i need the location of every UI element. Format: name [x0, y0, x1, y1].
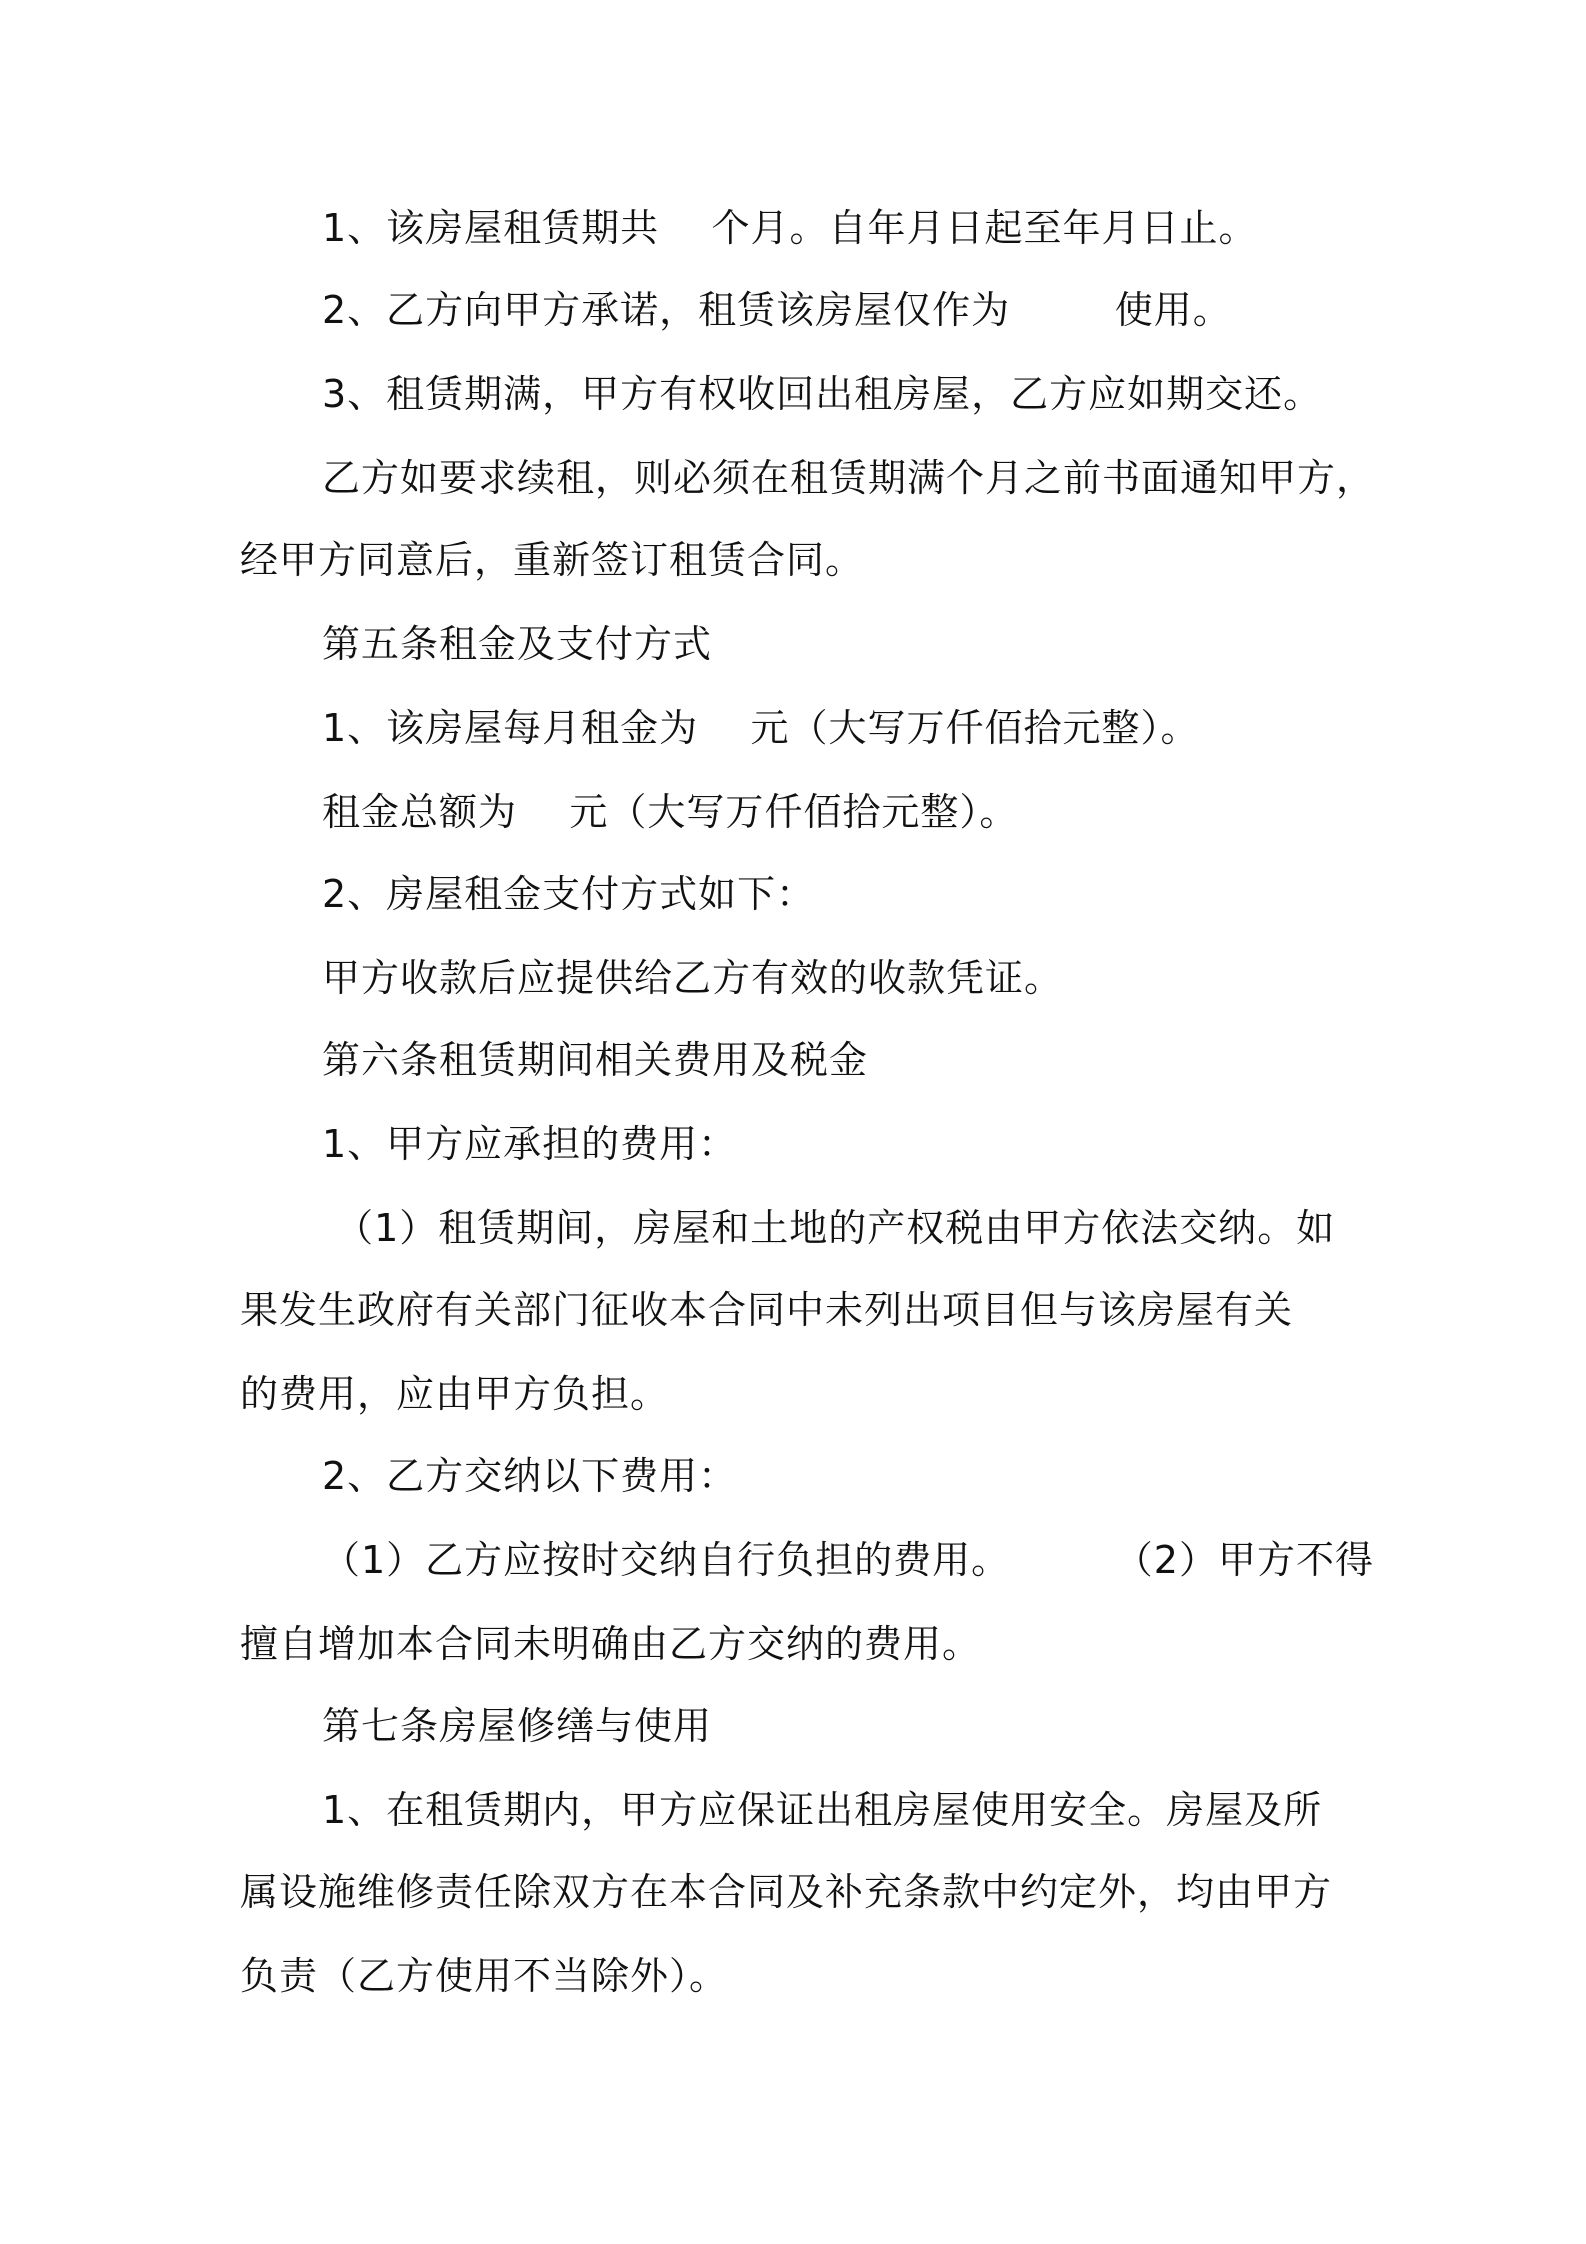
repair-line-3: 负责（乙方使用不当除外）。 — [240, 1954, 729, 1998]
receipt-line: 甲方收款后应提供给乙方有效的收款凭证。 — [322, 956, 1064, 1000]
renewal-line-1: 乙方如要求续租，则必须在租赁期满个月之前书面通知甲方， — [322, 456, 1376, 500]
payment-method-line: 2、房屋租金支付方式如下： — [322, 872, 816, 916]
property-tax-line-2: 果发生政府有关部门征收本合同中未列出项目但与该房屋有关 — [240, 1288, 1294, 1332]
repair-line-2: 属设施维修责任除双方在本合同及补充条款中约定外，均由甲方 — [240, 1870, 1333, 1914]
party-b-fees-detail-line-2: 擅自增加本合同未明确由乙方交纳的费用。 — [240, 1622, 982, 1666]
article-6-heading: 第六条租赁期间相关费用及税金 — [322, 1038, 869, 1082]
lease-term-line: 1、该房屋租赁期共 个月。自年月日起至年月日止。 — [322, 206, 1258, 250]
article-5-heading: 第五条租金及支付方式 — [322, 622, 713, 666]
property-tax-line-1: （1）租赁期间，房屋和土地的产权税由甲方依法交纳。如 — [322, 1206, 1336, 1250]
lease-expiry-line: 3、租赁期满，甲方有权收回出租房屋，乙方应如期交还。 — [322, 372, 1323, 416]
party-a-fees-line: 1、甲方应承担的费用： — [322, 1122, 738, 1166]
party-b-fees-detail-line-1: （1）乙方应按时交纳自行负担的费用。 （2）甲方不得 — [322, 1538, 1374, 1582]
monthly-rent-line: 1、该房屋每月租金为 元（大写万仟佰拾元整）。 — [322, 706, 1200, 750]
property-tax-line-3: 的费用，应由甲方负担。 — [240, 1372, 670, 1416]
usage-promise-line: 2、乙方向甲方承诺，租赁该房屋仅作为 使用。 — [322, 288, 1232, 332]
party-b-fees-line: 2、乙方交纳以下费用： — [322, 1454, 738, 1498]
article-7-heading: 第七条房屋修缮与使用 — [322, 1704, 713, 1748]
repair-line-1: 1、在租赁期内，甲方应保证出租房屋使用安全。房屋及所 — [322, 1788, 1323, 1832]
renewal-line-2: 经甲方同意后，重新签订租赁合同。 — [240, 538, 865, 582]
total-rent-line: 租金总额为 元（大写万仟佰拾元整）。 — [322, 790, 1019, 834]
